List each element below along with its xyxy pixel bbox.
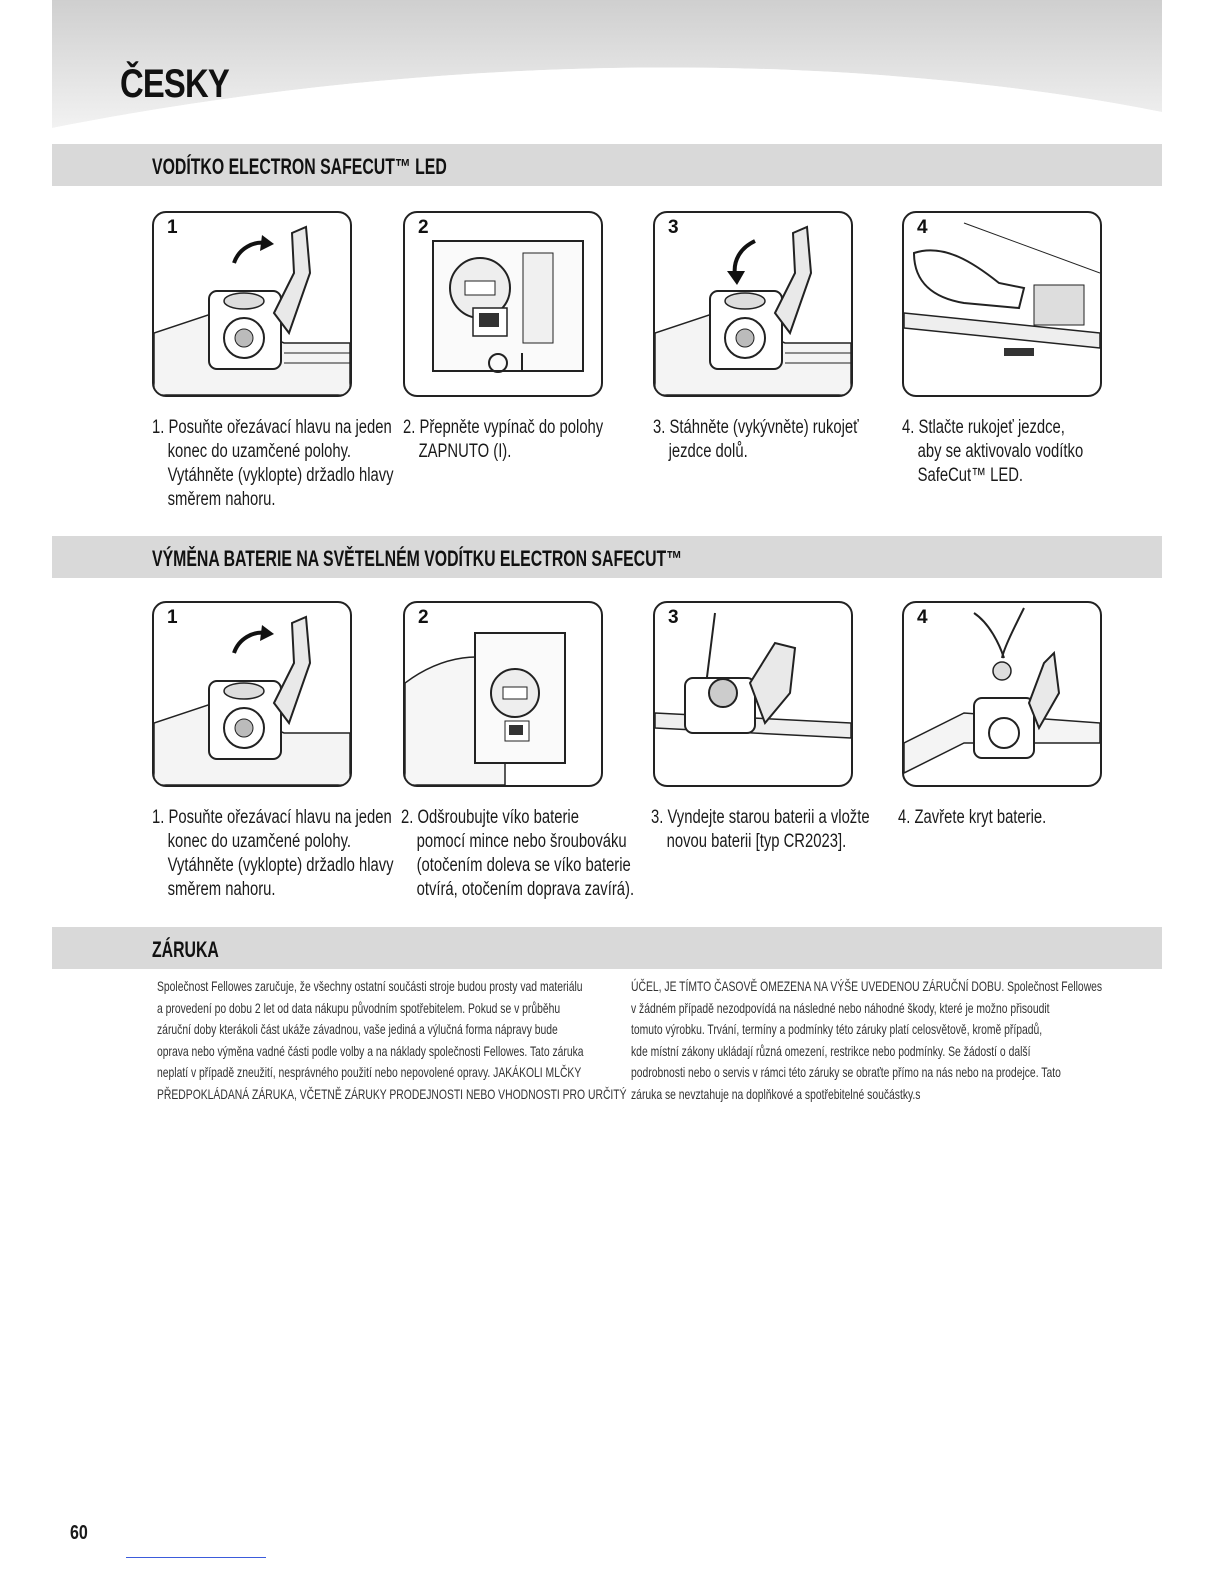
section-title: VODÍTKO ELECTRON SAFECUT™ LED — [152, 154, 447, 179]
warranty-line: ÚČEL, JE TÍMTO ČASOVĚ OMEZENA NA VÝŠE UVEDENOU ZÁRUČNÍ DOBU. Společnost Fellowes — [631, 978, 1103, 994]
caption-line: Vytáhněte (vyklopte) držadlo hlavy — [167, 465, 394, 486]
warranty-line: neplatí v případě zneužití, nesprávného použití nebo nepovolené opravy. JAKÁKOLI MLČKY — [157, 1064, 582, 1080]
caption-line: Vytáhněte (vyklopte) držadlo hlavy — [167, 855, 394, 876]
step-number: 3 — [665, 217, 682, 239]
illustration-panel — [152, 211, 352, 397]
warranty-line: PŘEDPOKLÁDANÁ ZÁRUKA, VČETNĚ ZÁRUKY PRODEJNOSTI NEBO VHODNOSTI PRO URČITÝ — [157, 1085, 627, 1102]
warranty-line: kde místní zákony ukládají různá omezení, restrikce nebo podmínky. Se žádostí o další — [631, 1042, 1031, 1059]
illustration-panel — [653, 601, 853, 787]
caption-line: směrem nahoru. — [167, 879, 276, 900]
caption-line: novou baterii [typ CR2023]. — [666, 831, 847, 852]
caption-line: jezdce dolů. — [668, 441, 748, 462]
warranty-line: oprava nebo výměna vadné části podle volby a na náklady společnosti Fellowes. Tato záruka — [157, 1042, 584, 1059]
caption-line: 4. Zavřete kryt baterie. — [898, 807, 1047, 828]
step-number: 2 — [415, 217, 432, 239]
section-bar-battery — [52, 536, 1162, 578]
warranty-line: v žádném případě nezodpovídá na následné nebo náhodné škody, které je možno přisoudit — [631, 999, 1050, 1016]
language-title: ČESKY — [120, 62, 229, 106]
warranty-text-right — [631, 976, 1102, 1105]
caption-line: 1. Posuňte ořezávací hlavu na jeden — [152, 807, 392, 828]
step-caption — [653, 416, 859, 464]
caption-line: pomocí mince nebo šroubováku — [416, 831, 627, 852]
warranty-line: Společnost Fellowes zaručuje, že všechny ostatní součásti stroje budou prosty vad materiálu — [157, 978, 583, 994]
close-cover-illustration — [904, 603, 1100, 785]
battery-replace-illustration — [655, 603, 851, 785]
handle-up-illustration — [154, 213, 350, 395]
warranty-text-left — [157, 976, 627, 1105]
step-caption — [651, 806, 870, 854]
caption-line: otvírá, otočením doprava zavírá). — [416, 879, 635, 900]
illustration-panel — [403, 211, 603, 397]
step-caption — [152, 806, 394, 902]
footer-divider — [126, 1557, 266, 1558]
caption-line: (otočením doleva se víko baterie — [416, 855, 631, 876]
step-caption — [898, 806, 1085, 830]
illustration-panel — [902, 211, 1102, 397]
caption-line: konec do uzamčené polohy. — [167, 441, 352, 462]
battery-cover-illustration — [405, 603, 601, 785]
step-number: 3 — [665, 607, 682, 629]
caption-line: aby se aktivovalo vodítko — [917, 441, 1084, 462]
warranty-line: záruka se nevztahuje na doplňkové a spotřebitelné součástky.s — [631, 1085, 921, 1102]
caption-line: 3. Stáhněte (vykývněte) rukojeť — [653, 417, 859, 438]
warranty-line: tomuto výrobku. Trvání, termíny a podmínky této záruky platí celosvětově, kromě případů, — [631, 1021, 1043, 1037]
illustration-panel — [152, 601, 352, 787]
step-caption — [902, 416, 1089, 488]
handle-up-illustration — [154, 603, 350, 785]
caption-line: 2. Přepněte vypínač do polohy — [403, 417, 604, 438]
caption-line: 4. Stlačte rukojeť jezdce, — [902, 417, 1065, 438]
step-caption — [152, 416, 394, 512]
section-title: ZÁRUKA — [152, 937, 219, 962]
caption-line: konec do uzamčené polohy. — [167, 831, 352, 852]
caption-line: 1. Posuňte ořezávací hlavu na jeden — [152, 417, 392, 438]
section-bar-warranty — [52, 927, 1162, 969]
illustration-panel — [403, 601, 603, 787]
warranty-line: a provedení po dobu 2 let od data nákupu původním spotřebitelem. Pokud se v průběhu — [157, 999, 561, 1016]
section-title: VÝMĚNA BATERIE NA SVĚTELNÉM VODÍTKU ELECTRON SAFECUT™ — [152, 546, 683, 571]
section-bar-led-guide — [52, 144, 1162, 186]
step-caption — [403, 416, 604, 464]
illustration-panel — [902, 601, 1102, 787]
step-number: 4 — [914, 217, 931, 239]
step-number: 2 — [415, 607, 432, 629]
illustration-panel — [653, 211, 853, 397]
caption-line: SafeCut™ LED. — [917, 465, 1024, 486]
page-number: 60 — [70, 1522, 88, 1544]
step-number: 1 — [164, 607, 181, 629]
warranty-line: podrobnosti nebo o servis v rámci této záruky se obraťte přímo na nás nebo na prodejce. Tato — [631, 1064, 1061, 1080]
handle-down-illustration — [655, 213, 851, 395]
warranty-line: záruční doby kterákoli část ukáže závadnou, vaše jediná a výlučná forma nápravy bude — [157, 1021, 558, 1037]
press-handle-illustration — [904, 213, 1100, 395]
step-number: 4 — [914, 607, 931, 629]
caption-line: 3. Vyndejte starou baterii a vložte — [651, 807, 870, 828]
step-number: 1 — [164, 217, 181, 239]
step-caption — [401, 806, 635, 902]
caption-line: 2. Odšroubujte víko baterie — [401, 807, 579, 828]
caption-line: směrem nahoru. — [167, 489, 276, 510]
caption-line: ZAPNUTO (I). — [418, 441, 512, 462]
switch-illustration — [405, 213, 601, 395]
